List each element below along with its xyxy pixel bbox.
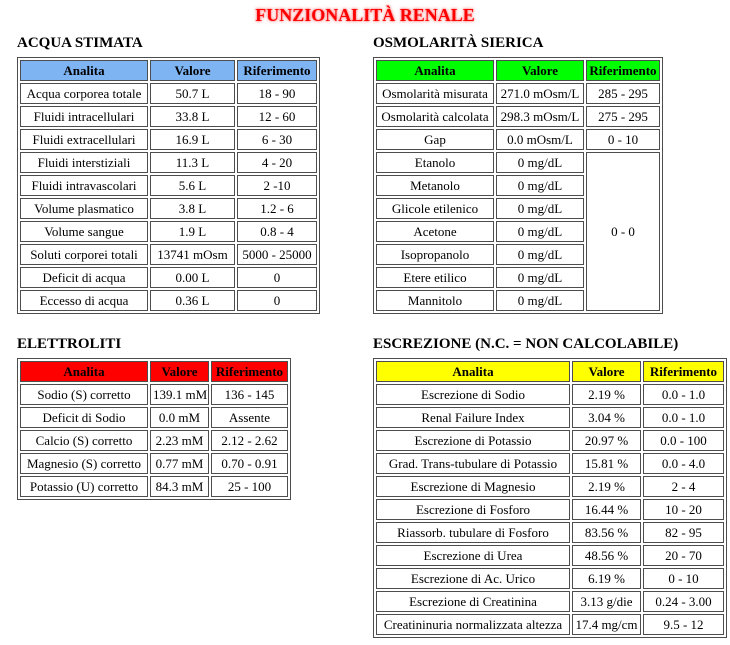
table-row: [376, 591, 724, 612]
section-title-escrezione: ESCREZIONE (N.C. = NON CALCOLABILE): [373, 336, 679, 352]
cell-valore: 83.56 %: [572, 522, 641, 543]
cell-riferimento: 0 - 10: [643, 568, 724, 589]
table-header-row: [20, 361, 288, 382]
escrezione-table: [373, 358, 727, 638]
cell-riferimento: Assente: [211, 407, 288, 428]
column-header-analita: Analita: [376, 60, 494, 81]
cell-riferimento: 0: [237, 267, 317, 288]
cell-analita: Acqua corporea totale: [20, 83, 148, 104]
cell-valore: 3.04 %: [572, 407, 641, 428]
cell-valore: 1.9 L: [150, 221, 235, 242]
cell-valore: 271.0 mOsm/L: [496, 83, 584, 104]
cell-riferimento: 0.70 - 0.91: [211, 453, 288, 474]
table-row: [20, 407, 288, 428]
section-title-osmolarita-sierica: OSMOLARITÀ SIERICA: [373, 35, 544, 51]
cell-analita: Deficit di acqua: [20, 267, 148, 288]
table-row: [20, 384, 288, 405]
table-row: [376, 522, 724, 543]
table-header-row: [20, 60, 317, 81]
section-title-elettroliti: ELETTROLITI: [17, 336, 122, 352]
table-row: [376, 499, 724, 520]
cell-valore: 0.0 mM: [150, 407, 209, 428]
cell-riferimento: 0.0 - 1.0: [643, 384, 724, 405]
cell-valore: 33.8 L: [150, 106, 235, 127]
table-header-row: [376, 361, 724, 382]
section-title-acqua-stimata: ACQUA STIMATA: [17, 35, 143, 51]
cell-valore: 84.3 mM: [150, 476, 209, 497]
table-row: [20, 175, 317, 196]
column-header-analita: Analita: [20, 60, 148, 81]
table-row: [376, 430, 724, 451]
cell-riferimento: 82 - 95: [643, 522, 724, 543]
cell-valore: 15.81 %: [572, 453, 641, 474]
cell-analita: Osmolarità misurata: [376, 83, 494, 104]
table-row: [20, 198, 317, 219]
table-row: [376, 407, 724, 428]
cell-valore: 139.1 mM: [150, 384, 209, 405]
cell-valore: 2.23 mM: [150, 430, 209, 451]
table-row: [376, 152, 660, 173]
cell-analita: Glicole etilenico: [376, 198, 494, 219]
cell-valore: 0 mg/dL: [496, 244, 584, 265]
table-row: [376, 453, 724, 474]
cell-analita: Soluti corporei totali: [20, 244, 148, 265]
cell-analita: Calcio (S) corretto: [20, 430, 148, 451]
cell-riferimento: 0: [237, 290, 317, 311]
column-header-valore: Valore: [572, 361, 641, 382]
cell-valore: 16.9 L: [150, 129, 235, 150]
cell-analita: Escrezione di Magnesio: [376, 476, 570, 497]
elettroliti-table: [17, 358, 291, 500]
table-header-row: [376, 60, 660, 81]
cell-riferimento: 18 - 90: [237, 83, 317, 104]
cell-analita: Escrezione di Ac. Urico: [376, 568, 570, 589]
cell-valore: 2.19 %: [572, 476, 641, 497]
column-header-riferimento: Riferimento: [643, 361, 724, 382]
cell-riferimento: 0.0 - 4.0: [643, 453, 724, 474]
column-header-valore: Valore: [150, 361, 209, 382]
table-row: [376, 83, 660, 104]
cell-riferimento: 0.8 - 4: [237, 221, 317, 242]
cell-riferimento: 0.0 - 1.0: [643, 407, 724, 428]
cell-analita: Renal Failure Index: [376, 407, 570, 428]
cell-valore: 0 mg/dL: [496, 198, 584, 219]
column-header-valore: Valore: [150, 60, 235, 81]
cell-riferimento: 2.12 - 2.62: [211, 430, 288, 451]
cell-analita: Etanolo: [376, 152, 494, 173]
cell-analita: Eccesso di acqua: [20, 290, 148, 311]
osmolarita-sierica-table: [373, 57, 663, 314]
cell-valore: 17.4 mg/cm: [572, 614, 641, 635]
cell-analita: Fluidi extracellulari: [20, 129, 148, 150]
cell-analita: Escrezione di Fosforo: [376, 499, 570, 520]
cell-analita: Fluidi interstiziali: [20, 152, 148, 173]
cell-riferimento: 285 - 295: [586, 83, 660, 104]
table-row: [20, 152, 317, 173]
cell-analita: Escrezione di Creatinina: [376, 591, 570, 612]
cell-valore: 0 mg/dL: [496, 290, 584, 311]
cell-valore: 13741 mOsm: [150, 244, 235, 265]
cell-analita: Mannitolo: [376, 290, 494, 311]
cell-riferimento: 2 -10: [237, 175, 317, 196]
cell-riferimento: 136 - 145: [211, 384, 288, 405]
table-row: [376, 614, 724, 635]
cell-analita: Escrezione di Urea: [376, 545, 570, 566]
cell-analita: Acetone: [376, 221, 494, 242]
column-header-analita: Analita: [20, 361, 148, 382]
cell-valore: 5.6 L: [150, 175, 235, 196]
cell-valore: 2.19 %: [572, 384, 641, 405]
cell-riferimento: 9.5 - 12: [643, 614, 724, 635]
cell-analita: Deficit di Sodio: [20, 407, 148, 428]
cell-valore: 6.19 %: [572, 568, 641, 589]
cell-analita: Grad. Trans-tubulare di Potassio: [376, 453, 570, 474]
cell-riferimento: 2 - 4: [643, 476, 724, 497]
table-row: [20, 83, 317, 104]
section-elettroliti: [17, 336, 337, 500]
cell-valore: 0 mg/dL: [496, 175, 584, 196]
table-row: [20, 430, 288, 451]
cell-riferimento: 0.0 - 100: [643, 430, 724, 451]
cell-valore: 0.00 L: [150, 267, 235, 288]
cell-riferimento: 10 - 20: [643, 499, 724, 520]
table-row: [20, 221, 317, 242]
column-header-analita: Analita: [376, 361, 570, 382]
table-row: [376, 476, 724, 497]
cell-riferimento: 0 - 10: [586, 129, 660, 150]
column-header-riferimento: Riferimento: [586, 60, 660, 81]
section-acqua-stimata: [17, 35, 337, 314]
cell-riferimento: 4 - 20: [237, 152, 317, 173]
cell-riferimento: 1.2 - 6: [237, 198, 317, 219]
cell-valore: 0 mg/dL: [496, 221, 584, 242]
cell-analita: Volume sangue: [20, 221, 148, 242]
cell-riferimento: 0 - 0: [586, 152, 660, 311]
cell-analita: Sodio (S) corretto: [20, 384, 148, 405]
column-header-valore: Valore: [496, 60, 584, 81]
table-row: [376, 129, 660, 150]
cell-valore: 0 mg/dL: [496, 267, 584, 288]
cell-analita: Magnesio (S) corretto: [20, 453, 148, 474]
table-row: [20, 290, 317, 311]
column-header-riferimento: Riferimento: [211, 361, 288, 382]
cell-analita: Fluidi intracellulari: [20, 106, 148, 127]
cell-riferimento: 5000 - 25000: [237, 244, 317, 265]
cell-analita: Etere etilico: [376, 267, 494, 288]
cell-analita: Fluidi intravascolari: [20, 175, 148, 196]
cell-analita: Isopropanolo: [376, 244, 494, 265]
table-row: [20, 244, 317, 265]
cell-riferimento: 6 - 30: [237, 129, 317, 150]
cell-riferimento: 0.24 - 3.00: [643, 591, 724, 612]
page-title: FUNZIONALITÀ RENALE: [255, 5, 475, 25]
cell-analita: Escrezione di Potassio: [376, 430, 570, 451]
acqua-stimata-table: [17, 57, 320, 314]
table-row: [20, 129, 317, 150]
cell-valore: 16.44 %: [572, 499, 641, 520]
cell-valore: 3.13 g/die: [572, 591, 641, 612]
cell-riferimento: 275 - 295: [586, 106, 660, 127]
cell-analita: Osmolarità calcolata: [376, 106, 494, 127]
cell-analita: Potassio (U) corretto: [20, 476, 148, 497]
cell-analita: Creatininuria normalizzata altezza: [376, 614, 570, 635]
renal-function-report: [0, 5, 730, 638]
table-row: [376, 545, 724, 566]
section-escrezione: [373, 336, 730, 638]
cell-valore: 0.36 L: [150, 290, 235, 311]
cell-analita: Metanolo: [376, 175, 494, 196]
report-grid: [0, 35, 730, 638]
table-row: [376, 384, 724, 405]
cell-valore: 11.3 L: [150, 152, 235, 173]
cell-analita: Escrezione di Sodio: [376, 384, 570, 405]
table-row: [20, 476, 288, 497]
cell-valore: 50.7 L: [150, 83, 235, 104]
cell-analita: Gap: [376, 129, 494, 150]
cell-valore: 48.56 %: [572, 545, 641, 566]
cell-valore: 0.77 mM: [150, 453, 209, 474]
cell-valore: 0.0 mOsm/L: [496, 129, 584, 150]
column-header-riferimento: Riferimento: [237, 60, 317, 81]
cell-valore: 298.3 mOsm/L: [496, 106, 584, 127]
cell-riferimento: 25 - 100: [211, 476, 288, 497]
section-osmolarita-sierica: [373, 35, 730, 314]
cell-valore: 0 mg/dL: [496, 152, 584, 173]
table-row: [20, 106, 317, 127]
cell-valore: 20.97 %: [572, 430, 641, 451]
table-row: [376, 106, 660, 127]
cell-analita: Volume plasmatico: [20, 198, 148, 219]
cell-analita: Riassorb. tubulare di Fosforo: [376, 522, 570, 543]
table-row: [20, 453, 288, 474]
cell-valore: 3.8 L: [150, 198, 235, 219]
cell-riferimento: 12 - 60: [237, 106, 317, 127]
cell-riferimento: 20 - 70: [643, 545, 724, 566]
table-row: [20, 267, 317, 288]
table-row: [376, 568, 724, 589]
